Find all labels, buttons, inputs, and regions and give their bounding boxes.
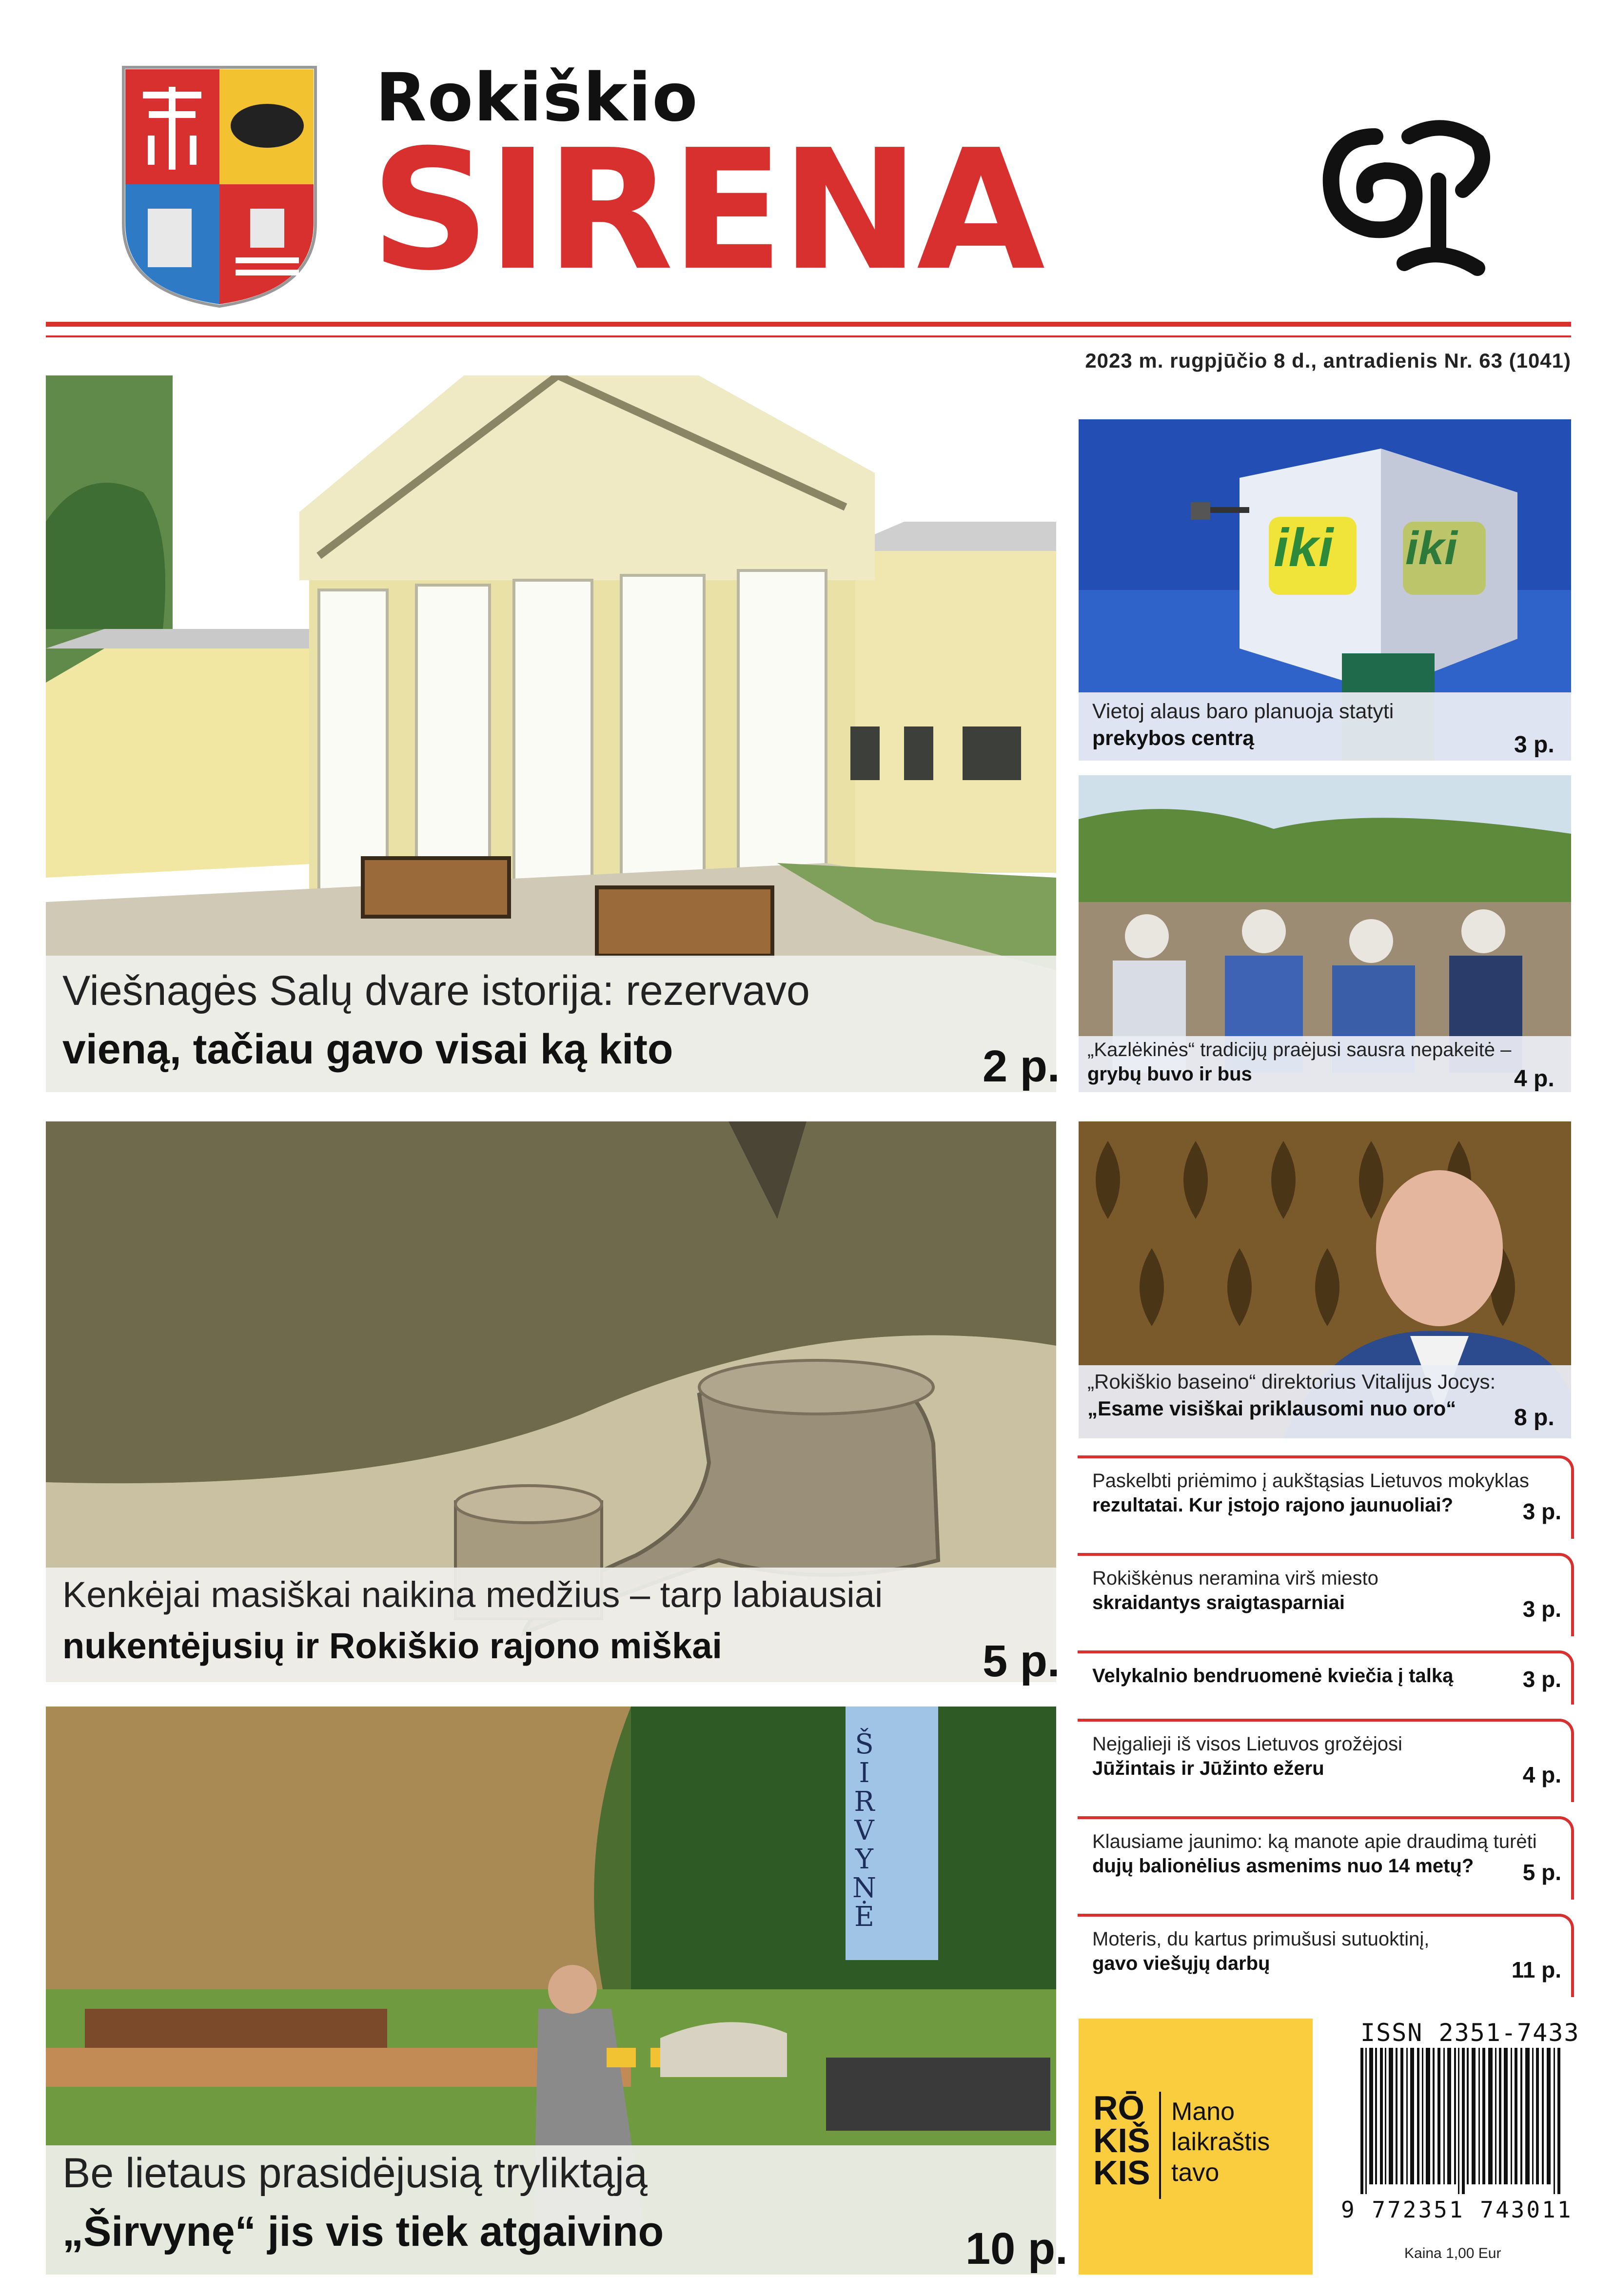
masthead-title: SIRENA: [371, 114, 1043, 307]
side-story-1-subheadline[interactable]: prekybos centrą: [1092, 726, 1255, 750]
promo-slogan-line: tavo: [1171, 2158, 1220, 2187]
promo-logo: [1093, 2089, 1150, 2192]
side-story-3-subheadline[interactable]: „Esame visiškai priklausomi nuo oro“: [1087, 1397, 1457, 1420]
teaser-box[interactable]: [1078, 1914, 1574, 1997]
newspaper-emblem-icon: [1317, 107, 1502, 288]
teaser-line1: Neįgalieji iš visos Lietuvos grožėjosi: [1092, 1733, 1402, 1755]
teaser-box[interactable]: [1078, 1719, 1574, 1802]
side-story-3-headline[interactable]: „Rokiškio baseino“ direktorius Vitalijus Jocys:: [1087, 1370, 1496, 1393]
promo-logo-line: RŌ: [1093, 2089, 1144, 2127]
barcode-icon: [1360, 2048, 1561, 2194]
main-story-2-page: 5 p.: [983, 1636, 1060, 1686]
main-story-2-subheadline[interactable]: nukentėjusių ir Rokiškio rajono miškai: [62, 1626, 722, 1666]
issue-dateline: 2023 m. rugpjūčio 8 d., antradienis Nr. 63 (1041): [1085, 349, 1571, 372]
issn-label: ISSN 2351-7433: [1360, 2019, 1580, 2047]
side-story-1-headline[interactable]: Vietoj alaus baro planuoja statyti: [1092, 700, 1394, 723]
masthead-rule-bottom: [46, 335, 1571, 337]
teaser-line1: Moteris, du kartus primušusi sutuoktinį,: [1092, 1928, 1430, 1950]
main-story-1-headline[interactable]: Viešnagės Salų dvare istorija: rezervavo: [62, 967, 810, 1014]
teaser-line2: gavo viešųjų darbų: [1092, 1953, 1270, 1974]
teaser-line2: skraidantys sraigtasparniai: [1092, 1592, 1345, 1613]
main-story-1-page: 2 p.: [983, 1041, 1060, 1091]
iki-logo-text: iki: [1274, 518, 1334, 578]
teaser-line1: Klausiame jaunimo: ką manote apie draudimą turėti: [1092, 1831, 1537, 1852]
coat-of-arms-icon: [118, 62, 320, 309]
teaser-box[interactable]: [1078, 1816, 1574, 1900]
side-story-2-page: 4 p.: [1514, 1066, 1555, 1092]
main-story-3-page: 10 p.: [965, 2224, 1068, 2274]
promo-slogan-line: laikraštis: [1171, 2128, 1270, 2157]
main-story-1-subheadline[interactable]: vieną, tačiau gavo visai ką kito: [62, 1026, 673, 1073]
side-story-2-subheadline[interactable]: grybų buvo ir bus: [1087, 1063, 1252, 1085]
teaser-page: 4 p.: [1522, 1762, 1561, 1787]
masthead-rule-top: [46, 322, 1571, 327]
barcode-number: 9 772351 743011: [1341, 2197, 1573, 2223]
teaser-page: 3 p.: [1522, 1499, 1561, 1524]
promo-box: [1079, 2019, 1313, 2275]
teaser-line2: Jūžintais ir Jūžinto ežeru: [1092, 1758, 1324, 1779]
teaser-line2: dujų balionėlius asmenims nuo 14 metų?: [1092, 1855, 1474, 1877]
teaser-line1: Paskelbti priėmimo į aukštąsias Lietuvos mokyklas: [1092, 1470, 1529, 1491]
promo-logo-line: KIS: [1093, 2154, 1150, 2192]
main-story-3-subheadline[interactable]: „Širvynę“ jis vis tiek atgaivino: [62, 2208, 664, 2255]
side-story-3-page: 8 p.: [1514, 1405, 1555, 1431]
side-story-1-page: 3 p.: [1514, 732, 1555, 758]
iki-logo-text-side: iki: [1405, 522, 1457, 574]
teaser-page: 5 p.: [1522, 1860, 1561, 1885]
promo-slogan: [1171, 2097, 1270, 2188]
price-label: Kaina 1,00 Eur: [1404, 2245, 1501, 2261]
promo-logo-line: KIŠ: [1093, 2121, 1150, 2159]
teaser-line2: Velykalnio bendruomenė kviečia į talką: [1092, 1665, 1454, 1687]
main-story-2-headline[interactable]: Kenkėjai masiškai naikina medžius – tarp labiausiai: [62, 1574, 883, 1615]
teaser-page: 11 p.: [1511, 1957, 1561, 1982]
promo-slogan-line: Mano: [1171, 2098, 1235, 2126]
masthead-title-small: Rokiškio: [375, 59, 699, 137]
teaser-line2: rezultatai. Kur įstojo rajono jaunuoliai?: [1092, 1494, 1454, 1516]
teaser-box[interactable]: [1078, 1455, 1574, 1539]
teaser-box[interactable]: [1078, 1553, 1574, 1636]
teaser-line1: Rokiškėnus neramina virš miesto: [1092, 1568, 1378, 1589]
sirvyne-banner-text: ŠIRVYNĖ: [848, 1728, 880, 1930]
promo-divider: [1159, 2092, 1161, 2199]
main-story-3-headline[interactable]: Be lietaus prasidėjusią tryliktąją: [62, 2150, 648, 2197]
teaser-page: 3 p.: [1522, 1596, 1561, 1622]
teaser-page: 3 p.: [1522, 1667, 1561, 1692]
side-story-2-headline[interactable]: „Kazlėkinės“ tradicijų praėjusi sausra nepakeitė –: [1087, 1039, 1512, 1060]
teaser-box[interactable]: [1078, 1650, 1574, 1705]
